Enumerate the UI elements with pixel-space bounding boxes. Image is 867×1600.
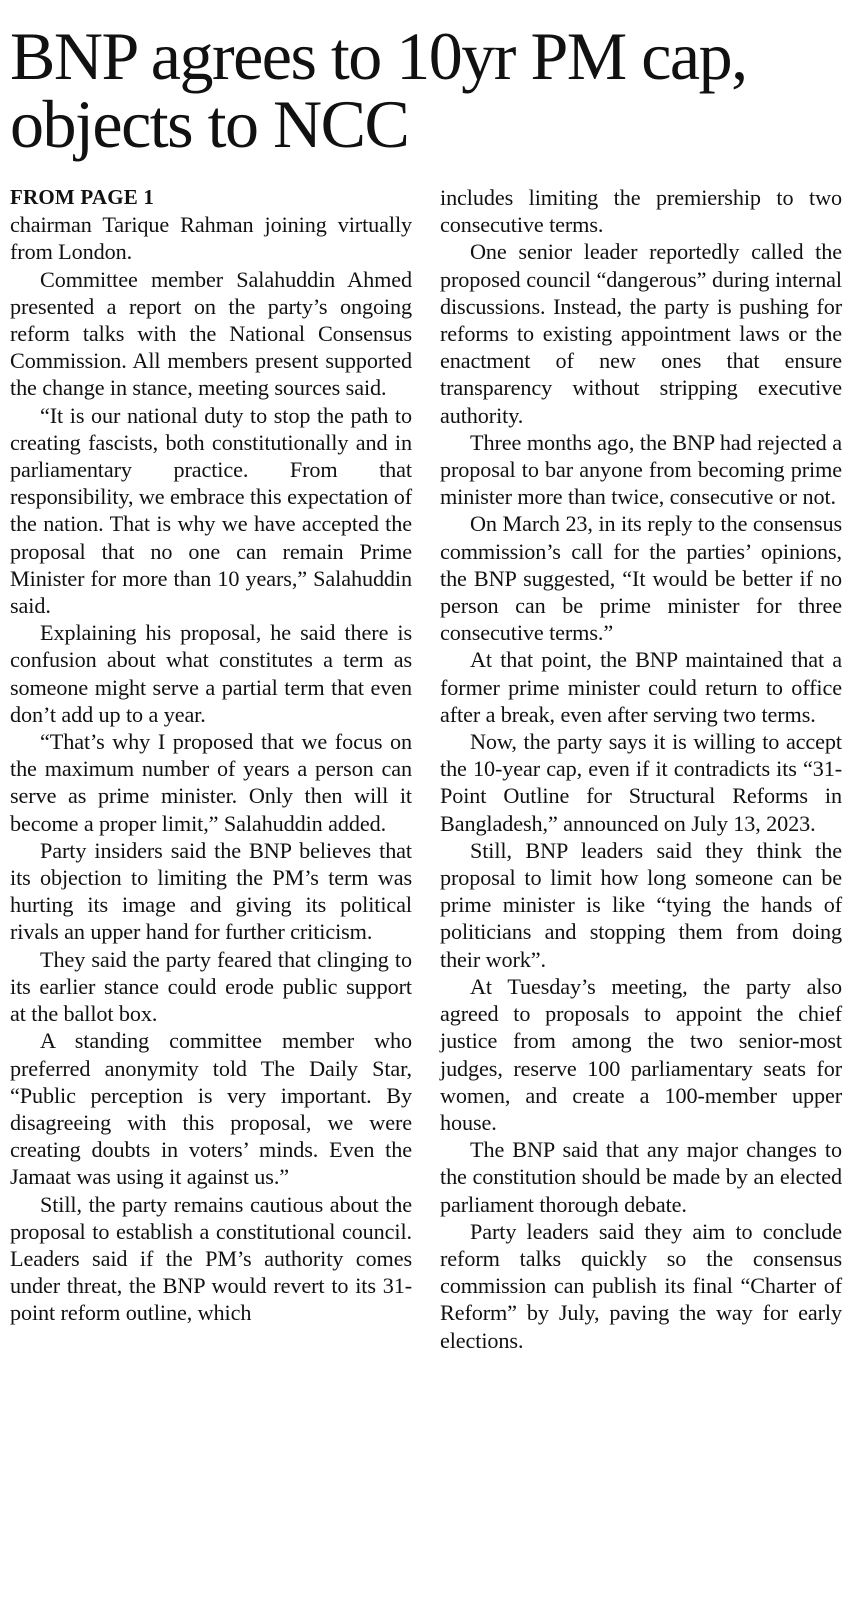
- paragraph: Party insiders said the BNP believes that its objection to limiting the PM’s term was hurting its image and giving its political rivals an upper hand for further criticism.: [10, 837, 412, 945]
- paragraph: On March 23, in its reply to the consensus commission’s call for the parties’ opinions, the BNP suggested, “It would be better if no person can be prime minister for three consecutive terms.”: [440, 511, 842, 646]
- paragraph: Still, BNP leaders said they think the proposal to limit how long someone can be prime minister is like “tying the hands of politicians and stopping them from doing their work”.: [440, 837, 842, 972]
- column-right: [440, 184, 842, 1354]
- paragraph: Explaining his proposal, he said there is confusion about what constitutes a term as someone might serve a partial term that even don’t add up to a year.: [10, 620, 412, 727]
- paragraph: Now, the party says it is willing to accept the 10-year cap, even if it contradicts its “31-Point Outline for Structural Reforms in Bangladesh,” announced on July 13, 2023.: [440, 729, 842, 836]
- paragraph: At that point, the BNP maintained that a former prime minister could return to office after a break, even after serving two terms.: [440, 647, 842, 727]
- paragraph: Three months ago, the BNP had rejected a proposal to bar anyone from becoming prime minister more than twice, consecutive or not.: [440, 429, 842, 510]
- paragraph: Party leaders said they aim to conclude reform talks quickly so the consensus commission can publish its final “Charter of Reform” by July, paving the way for early elections.: [440, 1218, 842, 1353]
- article-body: [10, 184, 842, 1354]
- paragraph: “It is our national duty to stop the path to creating fascists, both constitutionally and in parliamentary practice. From that responsibility, we embrace this expectation of the nation. That is why we have accepted the proposal that no one can remain Prime Minister for more than 10 years,” Salahuddin said.: [10, 402, 412, 619]
- paragraph: They said the party feared that clinging to its earlier stance could erode public support at the ballot box.: [10, 946, 412, 1027]
- paragraph: A standing committee member who preferred anonymity told The Daily Star, “Public perception is very important. By disagreeing with this proposal, we were creating doubts in voters’ minds. Even the Jamaat was using it against us.”: [10, 1028, 412, 1190]
- paragraph: Still, the party remains cautious about the proposal to establish a constitutional council. Leaders said if the PM’s authority comes under threat, the BNP would revert to its 31-point reform outline, which: [10, 1191, 412, 1326]
- paragraph: The BNP said that any major changes to the constitution should be made by an elected parliament thorough debate.: [440, 1137, 842, 1217]
- paragraph: “That’s why I proposed that we focus on the maximum number of years a person can serve as prime minister. Only then will it become a proper limit,” Salahuddin added.: [10, 729, 412, 836]
- paragraph: includes limiting the premiership to two consecutive terms.: [440, 185, 842, 238]
- paragraph: chairman Tarique Rahman joining virtually from London.: [10, 212, 412, 265]
- column-left: [10, 184, 412, 1354]
- paragraph: Committee member Salahuddin Ahmed presented a report on the party’s ongoing reform talks with the National Consensus Commission. All members present supported the change in stance, meeting sources said.: [10, 266, 412, 401]
- headline: BNP agrees to 10yr PM cap, objects to NCC: [10, 18, 747, 162]
- paragraph: One senior leader reportedly called the proposed council “dangerous” during internal discussions. Instead, the party is pushing for reforms to existing appointment laws or the enactment of new ones that ensure transparency without stripping executive authority.: [440, 239, 842, 428]
- paragraph: At Tuesday’s meeting, the party also agreed to proposals to appoint the chief justice from among the two senior-most judges, reserve 100 parliamentary seats for women, and create a 100-member upper house.: [440, 973, 842, 1135]
- continuation-label: FROM PAGE 1: [10, 185, 155, 209]
